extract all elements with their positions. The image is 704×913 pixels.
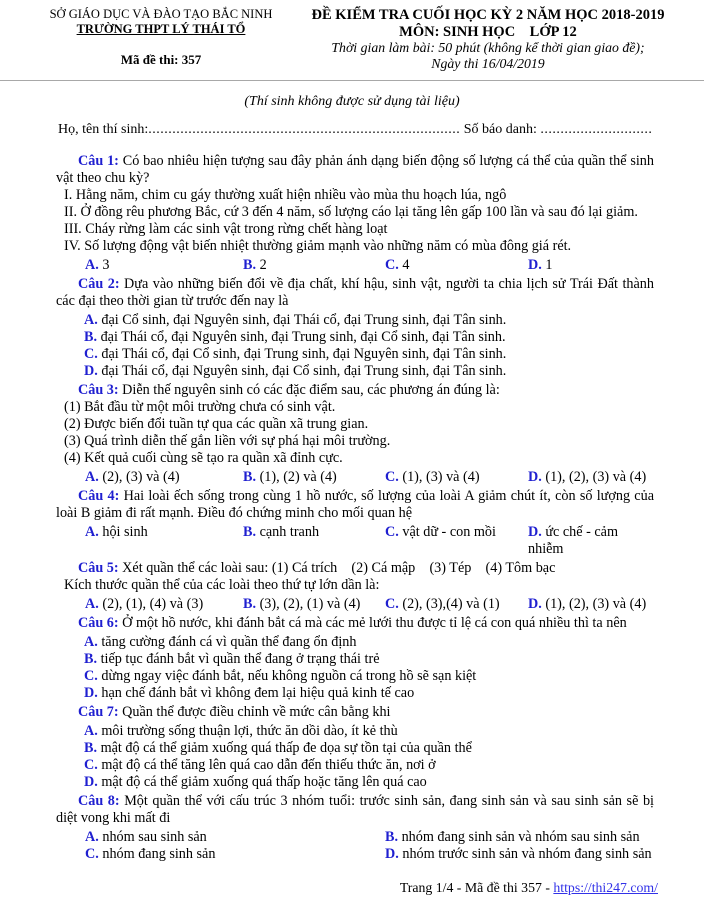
question-text: Ở một hồ nước, khi đánh bắt cá mà các mẻ lưới thu được tỉ lệ cá con quá nhiều thì ta nên	[118, 615, 627, 631]
student-name-label: Họ, tên thí sinh:	[58, 122, 149, 137]
question-number: Câu 4:	[78, 488, 120, 504]
question-stem	[56, 153, 654, 187]
option-B	[243, 596, 385, 613]
option-text: môi trường sống thuận lợi, thức ăn dồi dào, ít kẻ thù	[97, 723, 398, 739]
option-letter: A.	[84, 312, 98, 328]
option-letter: D.	[84, 363, 98, 379]
option-letter: C.	[385, 596, 399, 612]
options	[56, 469, 654, 486]
option-letter: D.	[528, 524, 542, 540]
exam-header	[0, 0, 704, 81]
option-D	[56, 363, 654, 380]
options	[56, 257, 654, 274]
option-letter: C.	[84, 346, 98, 362]
question-text: Diễn thế nguyên sinh có các đặc điểm sau, các phương án đúng là:	[118, 382, 500, 398]
option-B	[243, 524, 385, 558]
question-text: Một quần thể với cấu trúc 3 nhóm tuổi: trước sinh sản, đang sinh sản và sau sinh sản sẽ bị diệt vong khi mất đi	[56, 793, 654, 826]
option-text: mật độ cá thể tăng lên quá cao dẫn đến thiếu thức ăn, nơi ở	[97, 757, 436, 773]
question-text: Xét quần thể các loài sau: (1) Cá trích (2) Cá mập (3) Tép (4) Tôm bạc	[118, 560, 556, 576]
option-letter: B.	[84, 740, 98, 756]
exam-notice: (Thí sinh không được sử dụng tài liệu)	[244, 94, 460, 109]
question-number: Câu 2:	[78, 276, 120, 292]
option-text: cạnh tranh	[256, 524, 320, 540]
exam-subject: MÔN: SINH HỌC LỚP 12	[399, 23, 577, 40]
option-letter: A.	[85, 829, 99, 845]
option-text: (1), (3) và (4)	[398, 469, 480, 485]
option-B	[243, 257, 385, 274]
option-C	[385, 524, 528, 558]
option-letter: A.	[85, 596, 99, 612]
option-C	[385, 257, 528, 274]
option-text: 1	[541, 257, 553, 273]
question-statement: (3) Quá trình diễn thế gắn liền với sự phá hại môi trường.	[64, 433, 391, 449]
option-A	[85, 469, 243, 486]
option-D	[528, 596, 654, 613]
option-text: hạn chế đánh bắt vì không đem lại hiệu quả kinh tế cao	[97, 685, 415, 701]
option-D	[528, 469, 654, 486]
option-A	[56, 312, 654, 329]
question-statement: III. Cháy rừng làm các sinh vật trong rừng chết hàng loạt	[64, 221, 388, 237]
option-A	[85, 524, 243, 558]
option-letter: D.	[528, 469, 542, 485]
question-statement: II. Ở đồng rêu phương Bắc, cứ 3 đến 4 năm, số lượng cáo lại tăng lên gấp 100 lần và sau đó lại giảm.	[64, 204, 638, 220]
option-text: 3	[98, 257, 110, 273]
option-letter: D.	[84, 774, 98, 790]
option-D	[385, 846, 654, 863]
option-text: nhóm đang sinh sản và nhóm sau sinh sản	[398, 829, 640, 845]
option-letter: C.	[84, 668, 98, 684]
option-A	[85, 829, 385, 846]
option-text: (3), (2), (1) và (4)	[256, 596, 361, 612]
student-name-blank: ..............................................................................	[148, 122, 461, 137]
option-C	[56, 346, 654, 363]
question-list	[56, 153, 654, 863]
option-A	[85, 257, 243, 274]
question-stem	[56, 704, 654, 721]
option-text: đại Thái cổ, đại Cổ sinh, đại Trung sinh, đại Nguyên sinh, đại Tân sinh.	[97, 346, 507, 362]
question-stem	[56, 560, 654, 577]
question-7	[56, 704, 654, 791]
header-right-block	[286, 7, 690, 80]
question-text: Dựa vào những biến đổi về địa chất, khí hậu, sinh vật, người ta chia lịch sử Trái Đất thành các đại theo thời gian từ trước đến nay là	[56, 276, 654, 309]
option-text: 2	[256, 257, 267, 273]
options	[56, 596, 654, 613]
exam-date: Ngày thi 16/04/2019	[431, 56, 545, 71]
question-4	[56, 488, 654, 558]
page-footer	[400, 880, 658, 896]
option-A	[56, 634, 654, 651]
option-letter: B.	[243, 596, 257, 612]
option-letter: B.	[84, 329, 98, 345]
question-number: Câu 6:	[78, 615, 119, 631]
option-letter: A.	[85, 469, 99, 485]
option-text: (1), (2) và (4)	[256, 469, 337, 485]
option-letter: A.	[85, 524, 99, 540]
option-letter: B.	[243, 524, 257, 540]
question-stem	[56, 793, 654, 827]
question-text: Quần thể được điều chỉnh về mức cân bằng khi	[118, 704, 391, 720]
question-statement: Kích thước quần thể của các loài theo thứ tự lớn dần là:	[64, 577, 380, 593]
question-stem	[56, 488, 654, 522]
option-letter: B.	[385, 829, 399, 845]
exam-title: ĐỀ KIỂM TRA CUỐI HỌC KỲ 2 NĂM HỌC 2018-2019	[311, 7, 665, 23]
option-text: đại Thái cổ, đại Nguyên sinh, đại Cổ sinh, đại Trung sinh, đại Tân sinh.	[97, 363, 507, 379]
option-letter: C.	[385, 257, 399, 273]
student-info-line	[58, 122, 656, 138]
option-B	[385, 829, 654, 846]
option-text: tiếp tục đánh bắt vì quần thể đang ở trạng thái trẻ	[97, 651, 380, 667]
question-statement: IV. Số lượng động vật biến nhiệt thường giảm mạnh vào những năm có mùa đông giá rét.	[64, 238, 572, 254]
option-text: dừng ngay việc đánh bắt, nếu không nguồn cá trong hồ sẽ sạn kiệt	[97, 668, 477, 684]
option-text: (2), (3) và (4)	[98, 469, 180, 485]
option-text: nhóm đang sinh sản	[98, 846, 216, 862]
question-statement: (1) Bắt đầu từ một môi trường chưa có sinh vật.	[64, 399, 336, 415]
options	[56, 634, 654, 702]
question-number: Câu 3:	[78, 382, 119, 398]
question-stem	[56, 615, 654, 632]
option-text: nhóm sau sinh sản	[98, 829, 207, 845]
option-A	[56, 723, 654, 740]
option-text: vật dữ - con mồi	[398, 524, 496, 540]
option-text: đại Cổ sinh, đại Nguyên sinh, đại Thái cổ, đại Trung sinh, đại Tân sinh.	[97, 312, 507, 328]
option-letter: D.	[528, 257, 542, 273]
question-statement: (4) Kết quả cuối cùng sẽ tạo ra quần xã đỉnh cực.	[64, 450, 343, 466]
student-id-blank: ............................	[540, 122, 653, 137]
footer-link[interactable]: https://thi247.com/	[553, 880, 658, 895]
student-id-label: Số báo danh:	[460, 122, 541, 137]
option-text: hội sinh	[98, 524, 148, 540]
option-D	[56, 774, 654, 791]
option-C	[385, 469, 528, 486]
option-letter: D.	[84, 685, 98, 701]
option-text: mật độ cá thể giảm xuống quá thấp đe dọa sự tồn tại của quần thể	[97, 740, 472, 756]
option-letter: C.	[84, 757, 98, 773]
question-number: Câu 1:	[78, 153, 119, 169]
option-C	[85, 846, 385, 863]
option-letter: D.	[385, 846, 399, 862]
option-D	[56, 685, 654, 702]
options	[56, 723, 654, 791]
question-6	[56, 615, 654, 702]
exam-duration: Thời gian làm bài: 50 phút (không kể thời gian giao đề);	[331, 40, 645, 55]
question-number: Câu 7:	[78, 704, 119, 720]
option-D	[528, 524, 654, 558]
header-left-block	[36, 7, 286, 80]
options	[56, 312, 654, 380]
option-letter: A.	[84, 723, 98, 739]
question-2	[56, 276, 654, 380]
department-name: SỞ GIÁO DỤC VÀ ĐÀO TẠO BẮC NINH	[49, 7, 273, 21]
option-text: (2), (1), (4) và (3)	[98, 596, 204, 612]
question-5	[56, 560, 654, 613]
footer-page-info: Trang 1/4 - Mã đề thi 357 -	[399, 880, 554, 895]
option-letter: C.	[385, 524, 399, 540]
option-text: 4	[398, 257, 410, 273]
exam-code: Mã đề thi: 357	[120, 52, 202, 67]
options	[56, 829, 654, 863]
option-letter: C.	[385, 469, 399, 485]
option-letter: A.	[85, 257, 99, 273]
option-letter: B.	[243, 257, 257, 273]
question-3	[56, 382, 654, 486]
school-name: TRƯỜNG THPT LÝ THÁI TỔ	[76, 22, 246, 36]
option-text: (1), (2), (3) và (4)	[541, 469, 647, 485]
option-letter: C.	[85, 846, 99, 862]
option-text: (2), (3),(4) và (1)	[398, 596, 500, 612]
option-C	[56, 668, 654, 685]
option-letter: B.	[243, 469, 257, 485]
option-text: tăng cường đánh cá vì quần thể đang ổn định	[97, 634, 357, 650]
option-text: mật độ cá thể giảm xuống quá thấp hoặc tăng lên quá cao	[97, 774, 427, 790]
question-statement: (2) Được biến đổi tuần tự qua các quần xã trung gian.	[64, 416, 369, 432]
option-B	[56, 740, 654, 757]
question-text: Có bao nhiêu hiện tượng sau đây phản ánh dạng biến động số lượng cá thể của quần thể sinh vật theo chu kỳ?	[56, 153, 654, 186]
option-C	[385, 596, 528, 613]
option-text: đại Thái cổ, đại Nguyên sinh, đại Trung sinh, đại Cổ sinh, đại Tân sinh.	[97, 329, 506, 345]
question-stem	[56, 382, 654, 399]
question-statement: I. Hằng năm, chim cu gáy thường xuất hiện nhiều vào mùa thu hoạch lúa, ngô	[64, 187, 507, 203]
question-number: Câu 5:	[78, 560, 119, 576]
option-B	[56, 651, 654, 668]
option-text: nhóm trước sinh sản và nhóm đang sinh sản	[398, 846, 652, 862]
question-8	[56, 793, 654, 863]
option-letter: B.	[84, 651, 98, 667]
option-text: (1), (2), (3) và (4)	[541, 596, 647, 612]
question-stem	[56, 276, 654, 310]
option-letter: A.	[84, 634, 98, 650]
option-B	[56, 329, 654, 346]
question-number: Câu 8:	[78, 793, 120, 809]
question-text: Hai loài ếch sống trong cùng 1 hồ nước, số lượng của loài A giảm chút ít, còn số lượng của loài B giảm đi rất mạnh. Điều đó chứng minh cho mối quan hệ	[56, 488, 654, 521]
options	[56, 524, 654, 558]
option-text: ức chế - cảm nhiễm	[528, 524, 619, 557]
option-A	[85, 596, 243, 613]
option-D	[528, 257, 654, 274]
option-B	[243, 469, 385, 486]
question-1	[56, 153, 654, 274]
option-letter: D.	[528, 596, 542, 612]
option-C	[56, 757, 654, 774]
